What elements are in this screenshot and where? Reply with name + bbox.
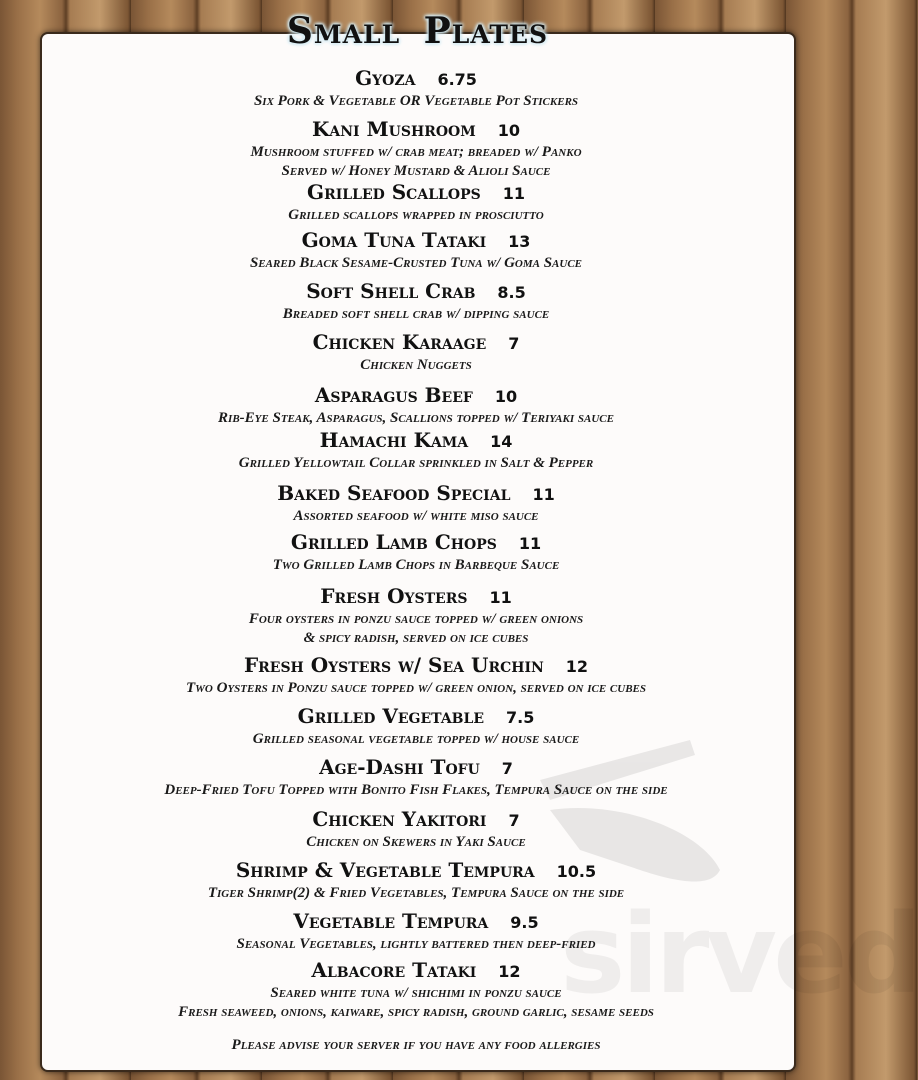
item-price: 13 <box>508 232 531 251</box>
item-price: 10.5 <box>556 862 597 881</box>
item-description: Mushroom stuffed w/ crab meat; breaded w/ Panko <box>250 144 582 160</box>
menu-item <box>40 228 792 273</box>
menu-item <box>40 428 792 473</box>
item-price: 14 <box>490 432 513 451</box>
item-name-line <box>40 117 792 143</box>
menu-item <box>40 383 792 428</box>
item-name-line <box>40 704 792 730</box>
menu-item <box>40 584 792 648</box>
menu-item <box>40 330 792 375</box>
allergy-note-text: Please advise your server if you have any food allergies <box>231 1037 601 1053</box>
item-price: 11 <box>489 588 512 607</box>
item-price: 10 <box>494 387 518 406</box>
item-name: Asparagus Beef <box>314 383 473 407</box>
allergy-note <box>40 1036 792 1055</box>
item-description: & spicy radish, served on ice cubes <box>303 630 529 646</box>
menu-item <box>40 755 792 800</box>
item-description: Seared white tuna w/ shichimi in ponzu sauce <box>270 985 562 1001</box>
item-name: Vegetable Tempura <box>293 909 489 933</box>
menu-item <box>40 117 792 181</box>
menu-item <box>40 858 792 903</box>
item-description: Deep-Fried Tofu Topped with Bonito Fish Flakes, Tempura Sauce on the side <box>164 782 668 798</box>
item-name-line <box>40 530 792 556</box>
item-name: Albacore Tataki <box>311 958 477 982</box>
item-description: Breaded soft shell crab w/ dipping sauce <box>282 306 550 322</box>
item-price: 11 <box>502 184 525 203</box>
item-name: Chicken Yakitori <box>312 807 487 831</box>
item-name: Grilled Scallops <box>307 180 481 204</box>
item-description: Seasonal Vegetables, lightly battered then deep-fried <box>236 936 596 952</box>
item-description: Served w/ Honey Mustard & Alioli Sauce <box>281 163 551 179</box>
item-price: 11 <box>532 485 555 504</box>
item-name: Chicken Karaage <box>312 330 487 354</box>
item-name-line <box>40 481 792 507</box>
item-price: 7 <box>508 811 520 830</box>
menu-item <box>40 807 792 852</box>
item-name-line <box>40 228 792 254</box>
item-price: 6.75 <box>437 70 477 89</box>
menu-item <box>40 279 792 324</box>
item-price: 8.5 <box>497 283 526 302</box>
menu-item <box>40 958 792 1022</box>
item-name-line <box>40 330 792 356</box>
menu-title: Small Plates <box>286 10 549 52</box>
item-name: Age-Dashi Tofu <box>319 755 480 779</box>
item-name-line <box>40 180 792 206</box>
item-name-line <box>40 584 792 610</box>
item-name-line <box>40 279 792 305</box>
item-description: Six Pork & Vegetable OR Vegetable Pot Stickers <box>253 93 579 109</box>
item-name: Goma Tuna Tataki <box>301 228 487 252</box>
item-name: Kani Mushroom <box>311 117 476 141</box>
item-name-line <box>40 428 792 454</box>
item-description: Fresh seaweed, onions, kaiware, spicy radish, ground garlic, sesame seeds <box>178 1004 654 1020</box>
menu-item <box>40 530 792 575</box>
menu-item <box>40 481 792 526</box>
sirved-watermark: sirved <box>560 890 918 1018</box>
item-name: Grilled Lamb Chops <box>290 530 497 554</box>
item-description: Grilled scallops wrapped in prosciutto <box>288 207 544 223</box>
item-description: Two Oysters in Ponzu sauce topped w/ green onion, served on ice cubes <box>185 680 647 696</box>
item-description: Seared Black Sesame-Crusted Tuna w/ Goma Sauce <box>249 255 583 271</box>
item-price: 7 <box>508 334 520 353</box>
menu-item <box>40 653 792 698</box>
item-name-line <box>40 66 792 92</box>
item-description: Chicken on Skewers in Yaki Sauce <box>306 834 526 850</box>
item-name-line <box>40 383 792 409</box>
item-name: Hamachi Kama <box>319 428 469 452</box>
item-description: Two Grilled Lamb Chops in Barbeque Sauce <box>272 557 560 573</box>
item-name-line <box>40 653 792 679</box>
item-description: Four oysters in ponzu sauce topped w/ green onions <box>248 611 584 627</box>
item-name-line <box>40 807 792 833</box>
item-name: Gyoza <box>355 66 416 90</box>
menu-item <box>40 909 792 954</box>
item-name: Baked Seafood Special <box>277 481 511 505</box>
item-name-line <box>40 755 792 781</box>
item-description: Grilled Yellowtail Collar sprinkled in Salt & Pepper <box>238 455 594 471</box>
item-description: Grilled seasonal vegetable topped w/ house sauce <box>252 731 580 747</box>
item-description: Chicken Nuggets <box>360 357 472 373</box>
menu-item <box>40 704 792 749</box>
item-name: Shrimp & Vegetable Tempura <box>235 858 535 882</box>
item-price: 12 <box>565 657 589 676</box>
item-name-line <box>40 909 792 935</box>
item-price: 9.5 <box>510 913 539 932</box>
item-name: Fresh Oysters <box>320 584 468 608</box>
item-description: Rib-Eye Steak, Asparagus, Scallions topped w/ Teriyaki sauce <box>218 410 614 426</box>
item-description: Assorted seafood w/ white miso sauce <box>293 508 539 524</box>
menu-item <box>40 180 792 225</box>
item-name-line <box>40 858 792 884</box>
item-price: 7 <box>501 759 513 778</box>
item-name: Grilled Vegetable <box>297 704 485 728</box>
item-price: 10 <box>497 121 521 140</box>
item-description: Tiger Shrimp(2) & Fried Vegetables, Tempura Sauce on the side <box>207 885 625 901</box>
item-price: 11 <box>518 534 542 553</box>
item-name: Fresh Oysters w/ Sea Urchin <box>243 653 544 677</box>
item-name: Soft Shell Crab <box>306 279 476 303</box>
item-price: 12 <box>498 962 521 981</box>
menu-item <box>40 66 792 111</box>
item-price: 7.5 <box>506 708 535 727</box>
item-name-line <box>40 958 792 984</box>
